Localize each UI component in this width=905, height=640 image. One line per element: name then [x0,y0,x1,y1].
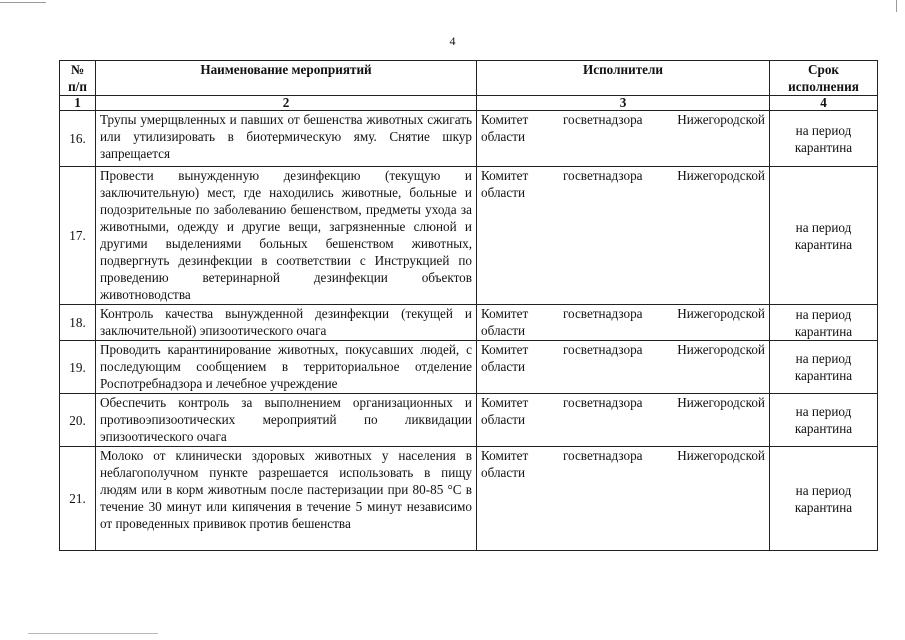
page-number: 4 [449,34,456,48]
row-number: 20. [60,394,96,447]
row-number: 19. [60,341,96,394]
row-term: на период карантина [770,341,878,394]
row-number: 16. [60,111,96,167]
header-num: № п/п [60,61,96,96]
row-executor [477,167,770,305]
row-executor [477,341,770,394]
executor-word: Комитет [481,168,529,183]
table-row [60,111,878,167]
header-name: Наименование мероприятий [96,61,477,96]
row-number: 18. [60,305,96,341]
table-row [60,305,878,341]
executor-word: Нижегородской [677,168,765,183]
executor-word: Нижегородской [677,395,765,410]
table-row [60,167,878,305]
table-row [60,394,878,447]
row-executor [477,394,770,447]
executor-region: области [481,359,526,374]
column-number: 2 [96,96,477,111]
row-term: на период карантина [770,394,878,447]
row-number: 21. [60,447,96,551]
row-description: Контроль качества вынужденной дезинфекции (текущей и заключительной) эпизоотического очага [96,305,477,341]
executor-word: госветнадзора [562,168,643,183]
scan-edge-mark [0,2,46,3]
executor-region: области [481,185,526,200]
row-term: на период карантина [770,167,878,305]
executor-word: госветнадзора [562,395,643,410]
scan-edge-mark [896,0,897,12]
header-term: Срок исполнения [770,61,878,96]
executor-word: госветнадзора [562,306,643,321]
executor-region: области [481,129,526,144]
executor-region: области [481,465,526,480]
executor-word: Комитет [481,306,529,321]
executor-region: области [481,412,526,427]
column-number: 4 [770,96,878,111]
executor-word: госветнадзора [562,448,643,463]
row-description: Обеспечить контроль за выполнением организационных и противоэпизоотических мероприятий по ликвидации эпизоотического очага [96,394,477,447]
row-executor [477,447,770,551]
row-term: на период карантина [770,111,878,167]
executor-word: Нижегородской [677,306,765,321]
executor-word: Комитет [481,448,529,463]
column-number: 3 [477,96,770,111]
row-term: на период карантина [770,305,878,341]
row-description: Трупы умерщвленных и павших от бешенства животных сжигать или утилизировать в биотермическую яму. Снятие шкур запрещается [96,111,477,167]
row-executor [477,305,770,341]
executor-word: Комитет [481,342,529,357]
row-executor [477,111,770,167]
executor-word: Комитет [481,112,529,127]
scan-edge-mark [28,633,158,634]
header-executors: Исполнители [477,61,770,96]
executor-word: Комитет [481,395,529,410]
row-term: на период карантина [770,447,878,551]
executor-region: области [481,323,526,338]
column-number: 1 [60,96,96,111]
table-header-row [60,61,878,96]
executor-word: госветнадзора [562,342,643,357]
row-number: 17. [60,167,96,305]
table-row [60,447,878,551]
executor-word: Нижегородской [677,448,765,463]
row-description: Молоко от клинически здоровых животных у населения в неблагополучном пункте разрешается использовать в пищу людям или в корм животным после пастеризации при 80-85 °С в течение 30 минут или кипячения в течение 5 минут независимо от проведенных прививок против бешенства [96,447,477,551]
row-description: Проводить карантинирование животных, покусавших людей, с последующим сообщением в территориальное отделение Роспотребнадзора и лечебное учреждение [96,341,477,394]
table-row [60,341,878,394]
row-description: Провести вынужденную дезинфекцию (текущую и заключительную) мест, где находились животные, больные и подозрительные по заболеванию бешенством, предметы ухода за животными, одежду и другие вещи, загрязненные слюной и другими выделениями больных бешенством животных, подвергнуть дезинфекции в соответствии с Инструкцией по проведению ветеринарной дезинфекции объектов животноводства [96,167,477,305]
column-numbers-row [60,96,878,111]
executor-word: Нижегородской [677,112,765,127]
measures-table [59,60,878,551]
executor-word: Нижегородской [677,342,765,357]
executor-word: госветнадзора [562,112,643,127]
